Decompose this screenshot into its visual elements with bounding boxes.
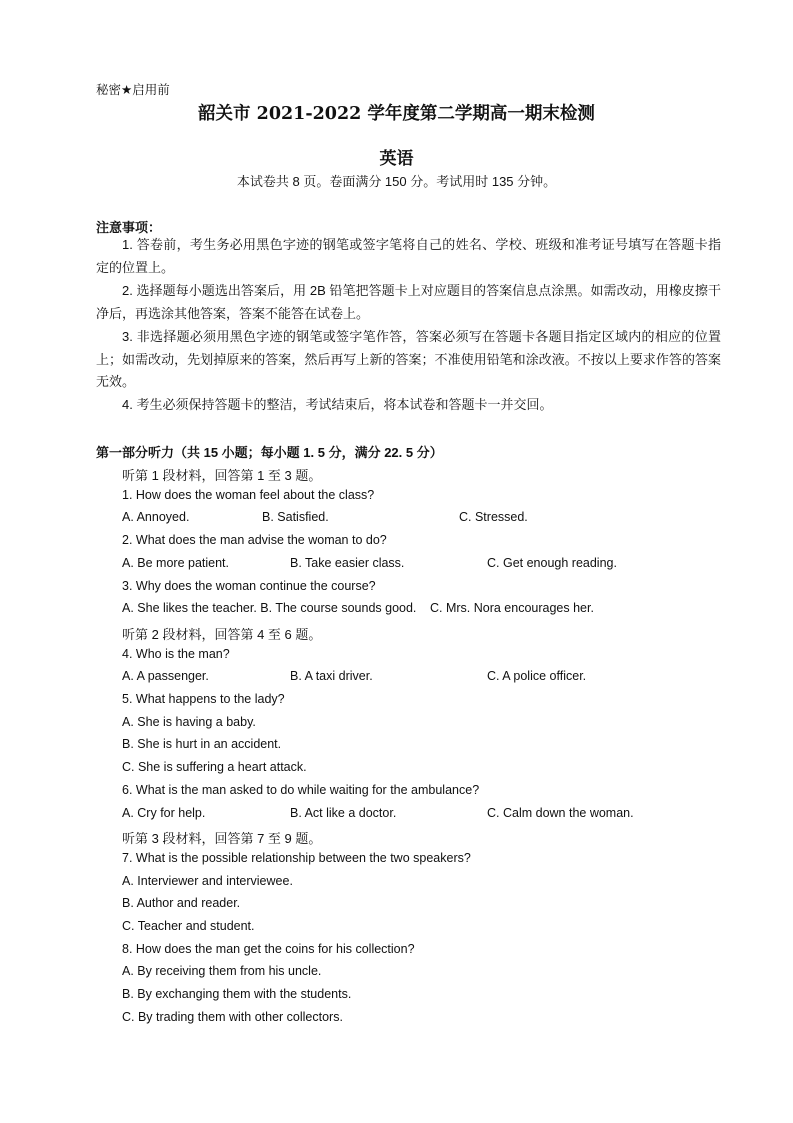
answer-option: B. A taxi driver. xyxy=(290,669,373,684)
answer-option: A. Be more patient. xyxy=(122,555,230,570)
question-stem: 5. What happens to the lady? xyxy=(122,692,285,706)
answer-option: C. Get enough reading. xyxy=(487,555,617,570)
note-item-4: 4. 考生必须保持答题卡的整洁，考试结束后，将本试卷和答题卡一并交回。 xyxy=(122,397,553,412)
exam-title: 韶关市 2021-2022 学年度第二学期高一期末检测 xyxy=(198,104,595,124)
answer-option: B. She is hurt in an accident. xyxy=(122,737,282,752)
passage-instruction: 听第 3 段材料，回答第 7 至 9 题。 xyxy=(122,831,322,847)
answer-option: B. By exchanging them with the students. xyxy=(122,987,352,1002)
note-item-2: 2. 选择题每小题选出答案后，用 2B 铅笔把答题卡上对应题目的答案信息点涂黑。如需改动，用橡皮擦干净后，再选涂其他答案，答案不能答在试卷上。 xyxy=(96,283,721,321)
passage-instruction: 听第 1 段材料，回答第 1 至 3 题。 xyxy=(122,468,322,483)
question-stem: 6. What is the man asked to do while waiting for the ambulance? xyxy=(122,782,480,797)
note-item-3: 3. 非选择题必须用黑色字迹的钢笔或签字笔作答，答案必须写在答题卡各题目指定区域内的相应的位置上；如需改动，先划掉原来的答案，然后再写上新的答案；不准使用铅笔和涂改液。不按以上要求作答的答案无效。 xyxy=(96,329,721,389)
note-item-1: 1. 答卷前，考生务必用黑色字迹的钢笔或签字笔将自己的姓名、学校、班级和准考证号填写在答题卡指定的位置上。 xyxy=(96,237,721,275)
answer-option: A. Interviewer and interviewee. xyxy=(122,873,293,888)
answer-option: B. Author and reader. xyxy=(122,896,241,911)
answer-option: A. Annoyed. xyxy=(122,510,190,525)
answer-option: C. Teacher and student. xyxy=(122,919,255,933)
answer-option: A. Cry for help. xyxy=(122,805,206,820)
subject-title: 英语 xyxy=(379,149,414,169)
question-stem: 3. Why does the woman continue the course? xyxy=(122,578,376,593)
answer-option: B. Act like a doctor. xyxy=(290,805,397,820)
answer-option: A. She likes the teacher. B. The course sounds good. xyxy=(122,601,417,616)
question-stem: 2. What does the man advise the woman to do? xyxy=(122,533,387,548)
question-stem: 7. What is the possible relationship between the two speakers? xyxy=(122,850,471,865)
answer-option: C. Mrs. Nora encourages her. xyxy=(430,601,594,616)
answer-option: A. A passenger. xyxy=(122,669,209,684)
answer-option: C. She is suffering a heart attack. xyxy=(122,760,307,775)
answer-option: B. Satisfied. xyxy=(262,510,329,525)
question-stem: 1. How does the woman feel about the class? xyxy=(122,487,375,502)
exam-info: 本试卷共 8 页。卷面满分 150 分。考试用时 135 分钟。 xyxy=(236,174,557,189)
section-heading: 第一部分听力（共 15 小题；每小题 1. 5 分，满分 22. 5 分） xyxy=(96,445,443,460)
answer-option: A. By receiving them from his uncle. xyxy=(122,964,322,979)
answer-option: C. Calm down the woman. xyxy=(487,805,634,820)
answer-option: C. A police officer. xyxy=(487,669,587,684)
answer-option: A. She is having a baby. xyxy=(122,714,256,729)
answer-option: B. Take easier class. xyxy=(290,555,405,570)
question-stem: 8. How does the man get the coins for his collection? xyxy=(122,941,415,956)
question-stem: 4. Who is the man? xyxy=(122,646,230,661)
answer-option: C. By trading them with other collectors. xyxy=(122,1009,343,1024)
confidential-mark: 秘密★启用前 xyxy=(96,83,170,97)
passage-instruction: 听第 2 段材料，回答第 4 至 6 题。 xyxy=(122,626,322,642)
answer-option: C. Stressed. xyxy=(459,510,528,525)
notes-heading: 注意事项： xyxy=(96,220,162,235)
